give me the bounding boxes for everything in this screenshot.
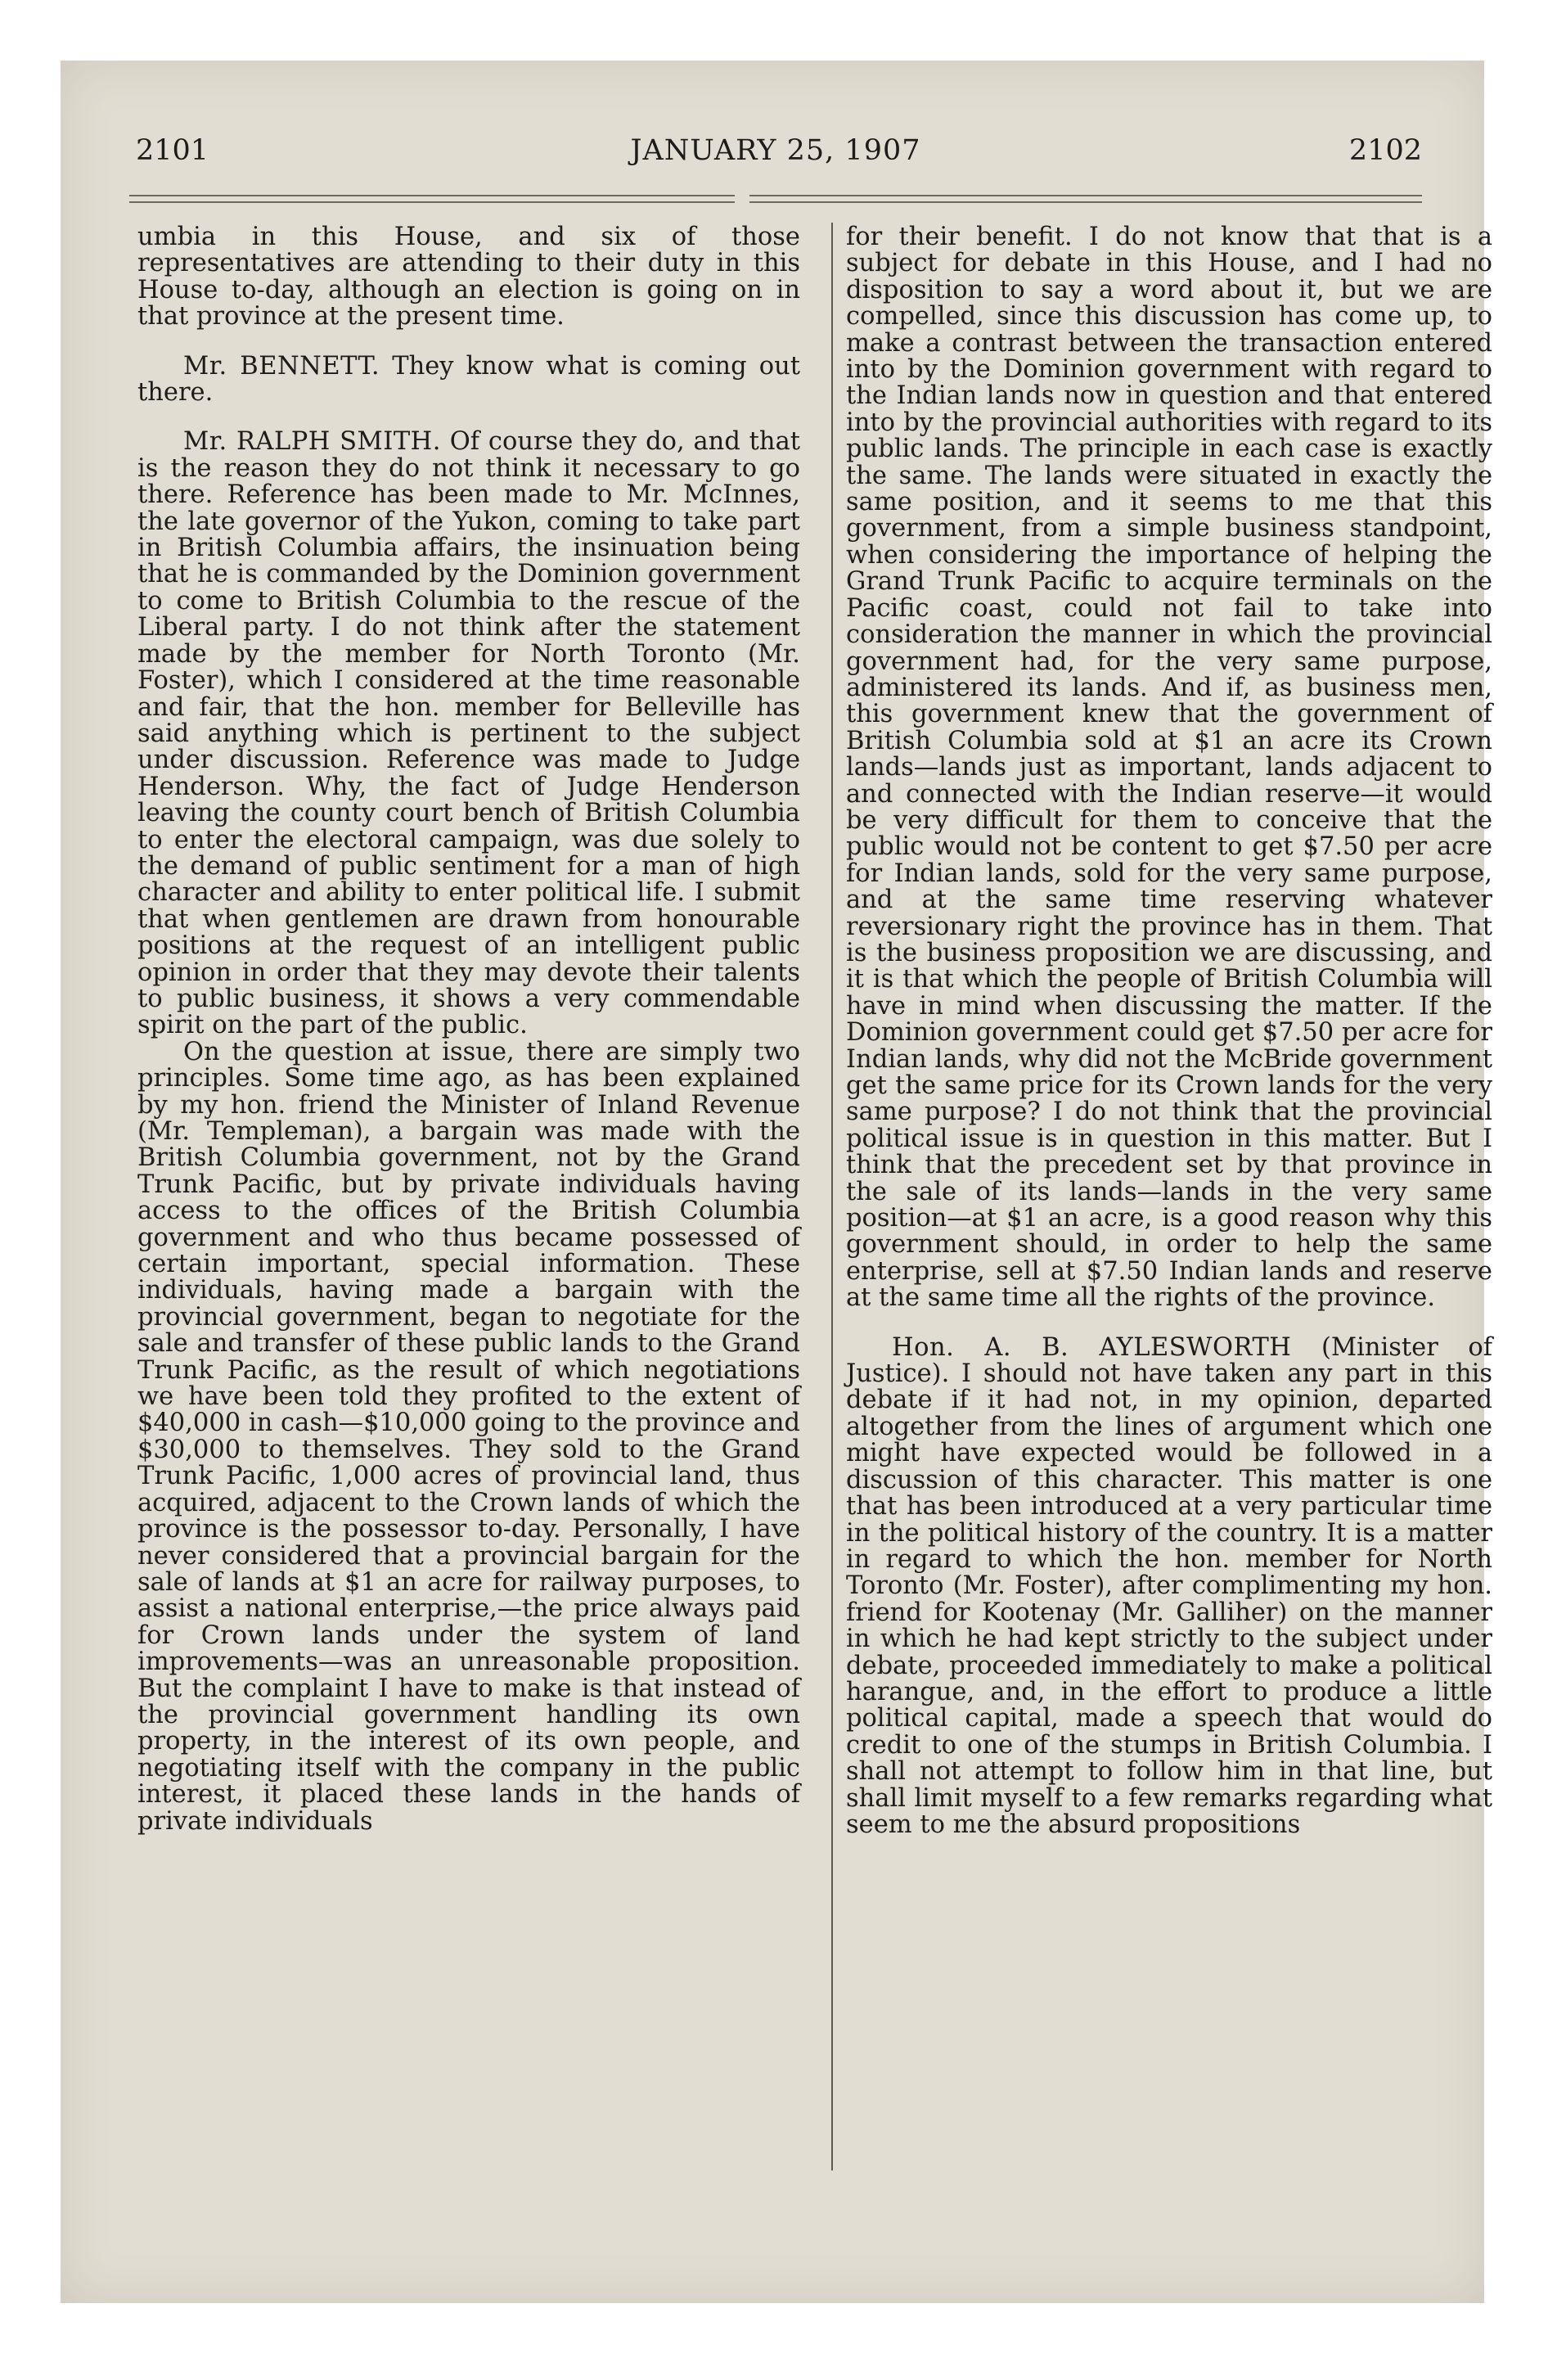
speech-text: They know what is coming out there. [137,351,800,408]
header-rule-left [129,195,735,203]
scanned-page [61,61,1493,2303]
page-date-title: JANUARY 25, 1907 [630,134,921,167]
speech-text: (Minister of Justice). I should not have taken any part in this debate if it had not, in my opinion, departed altogether from the lines of argument which one might have expected would be followed in a discussion of this character. This matter is one that has been introduced at a very particular time in the political history of the country. It is a matter in regard to which the hon. member for North Toronto (Mr. Foster), after complimenting my hon. friend for Kootenay (Mr. Galliher) on the manner in which he had kept strictly to the subject under debate, proceeded immediately to make a political harangue, and, in the effort to produce a little political capital, made a speech that would do credit to one of the stumps in British Columbia. I shall not attempt to follow him in that line, but shall limit myself to a few remarks regarding what seem to me the absurd propositions [846,1332,1493,1839]
left-column [137,224,800,1835]
column-divider [831,223,833,2170]
paragraph-aylesworth [846,1332,1493,1839]
speech-text: Of course they do, and that is the reason they do not think it necessary to go there. Reference has been made to Mr. McInnes, the late governor of the Yukon, coming to take part in British Columbia affairs, the insinuation being that he is commanded by the Dominion government to come to British Columbia to the rescue of the Liberal party. I do not think after the statement made by the member for North Toronto (Mr. Foster), which I considered at the time reasonable and fair, that the hon. member for Belleville has said anything which is pertinent to the subject under discussion. Reference was made to Judge Henderson. Why, the fact of Judge Henderson leaving the county court bench of British Columbia to enter the electoral campaign, was due solely to the demand of public sentiment for a man of high character and ability to enter political life. I submit that when gentlemen are drawn from honourable positions at the request of an intelligent public opinion in order that they may devote their talents to public business, it shows a very commendable spirit on the part of the public. [137,427,801,1040]
header-rule-right [749,195,1422,203]
speaker-name: Mr. BENNETT. [183,351,380,381]
speaker-name: Mr. RALPH SMITH. [183,427,441,457]
page-header [129,134,1422,175]
hansard-page [129,61,1493,2303]
page-number-left: 2101 [136,134,209,167]
speaker-name: Hon. A. B. AYLESWORTH [892,1332,1292,1362]
page-number-right: 2102 [1348,134,1422,167]
right-column [846,224,1492,1838]
paragraph-ralph-smith [137,429,800,1039]
paragraph: for their benefit. I do not know that that is a subject for debate in this House, and I had no disposition to say a word about it, but we are compelled, since this discussion has come up, to make a contrast between the transaction entered into by the Dominion government with regard to the Indian lands now in question and that entered into by the provincial authorities with regard to its public lands. The principle in each case is exactly the same. The lands were situated in exactly the same position, and it seems to me that this government, from a simple business standpoint, when considering the importance of helping the Grand Trunk Pacific to acquire terminals on the Pacific coast, could not fail to take into consideration the manner in which the provincial government had, for the very same purpose, administered its lands. And if, as business men, this government knew that the government of British Columbia sold at $1 an acre its Crown lands—lands just as important, lands adjacent to and connected with the Indian reserve—it would be very difficult for them to conceive that the public would not be content to get $7.50 per acre for Indian lands, sold for the very same purpose, and at the same time reserving whatever reversionary right the province has in them. That is the business proposition we are discussing, and it is that which the people of British Columbia will have in mind when discussing the matter. If the Dominion government could get $7.50 per acre for Indian lands, why did not the McBride government get the same price for its Crown lands for the very same purpose? I do not think that the provincial political issue is in question in this matter. But I think that the precedent set by that province in the sale of its lands—lands in the very same position—at $1 an acre, is a good reason why this government should, in order to help the same enterprise, sell at $7.50 Indian lands and reserve at the same time all the rights of the province. [846,223,1493,1313]
paragraph: umbia in this House, and six of those representatives are attending to their duty in this House to-day, although an election is going on in that province at the present time. [137,223,800,331]
paragraph-bennett [137,351,800,408]
paragraph: On the question at issue, there are simply two principles. Some time ago, as has been explained by my hon. friend the Minister of Inland Revenue (Mr. Templeman), a bargain was made with the British Columbia government, not by the Grand Trunk Pacific, but by private individuals having access to the offices of the British Columbia government and who thus became possessed of certain important, special information. These individuals, having made a bargain with the provincial government, began to negotiate for the sale and transfer of these public lands to the Grand Trunk Pacific, as the result of which negotiations we have been told they profited to the extent of $40,000 in cash—$10,000 going to the province and $30,000 to themselves. They sold to the Grand Trunk Pacific, 1,000 acres of provincial land, thus acquired, adjacent to the Crown lands of which the province is the possessor to-day. Personally, I have never considered that a provincial bargain for the sale of lands at $1 an acre for railway purposes, to assist a national enterprise,—the price always paid for Crown lands under the system of land improvements—was an unreasonable proposition. But the complaint I have to make is that instead of the provincial government handling its own property, in the interest of its own people, and negotiating itself with the company in the public interest, it placed these lands in the hands of private individuals [137,1037,800,1836]
